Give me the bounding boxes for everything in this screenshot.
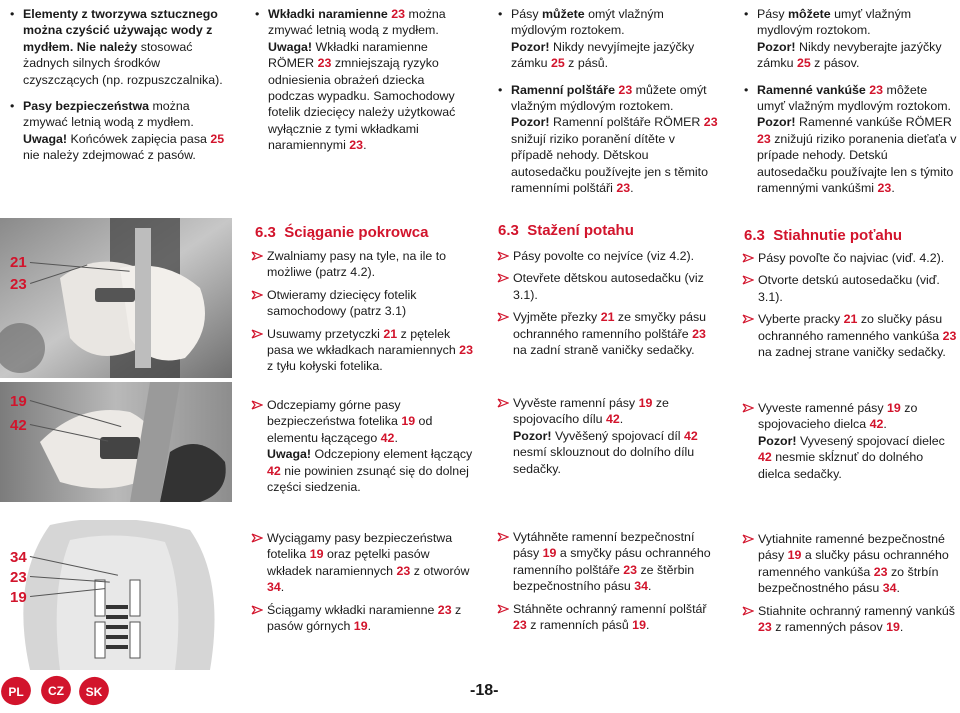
page-number: -18- (470, 682, 499, 699)
part-number-ref: 23 (317, 56, 332, 71)
step-arrow-icon (497, 398, 509, 408)
text-run: z pásov. (810, 56, 860, 71)
step-arrow-icon (742, 275, 754, 285)
text-run: nesmie skĺznuť do dolného dielca sedačky. (758, 450, 924, 481)
text-run: . (619, 412, 624, 427)
language-flags-image (0, 674, 120, 708)
flag-pl (0, 674, 35, 708)
instruction-step (497, 601, 722, 634)
text-run: z pętelek pasa we wkładkach naramiennych (267, 326, 460, 358)
part-number-ref: 19 (309, 547, 324, 562)
part-number-ref: 34 (882, 581, 897, 596)
instruction-step (742, 250, 958, 266)
emphasis-text: Ramenní polštáře (511, 82, 619, 97)
text-run: Pásy (757, 7, 788, 21)
cleaning-pl-col1 (10, 6, 230, 174)
instruction-step (742, 311, 958, 360)
text-run: znižujú riziko poranenia dieťaťa v prípade nehody. Detskú autosedačku používajte len s týmito ramennými vankúšmi (757, 131, 957, 196)
text-run: . (648, 579, 652, 594)
steps-pl-1-list (251, 248, 473, 375)
text-run: Stáhněte ochranný ramenní polštář (513, 601, 707, 616)
step-arrow-icon (497, 312, 509, 322)
text-run: Odczepiamy górne pasy bezpieczeństwa fotelika (267, 398, 402, 429)
text-run: Pásy (511, 7, 542, 21)
section-heading-pl (255, 224, 428, 241)
section-title-pl: Ściąganie pokrowca (284, 224, 429, 241)
step-arrow-icon (742, 606, 754, 616)
emphasis-text: môžete (788, 7, 831, 21)
emphasis-text: Wkładki naramienne (268, 7, 392, 21)
text-run: . (891, 181, 895, 196)
part-number-ref: 21 (843, 312, 858, 327)
step-arrow-icon (497, 251, 509, 261)
section-title-sk: Stiahnutie poťahu (773, 227, 903, 244)
photo-3-label-2: 23 (10, 569, 27, 586)
steps-cz-3 (497, 529, 722, 639)
text-run: na zadnej strane vaničky sedačky. (758, 345, 946, 360)
text-run: Usuwamy przetyczki (267, 326, 384, 341)
part-number-ref: 25 (796, 56, 811, 71)
part-number-ref: 21 (600, 310, 615, 325)
photo-unhook-belts-image (0, 382, 232, 502)
part-number-ref: 23 (618, 82, 633, 97)
bullet-item (255, 6, 470, 154)
step-arrow-icon (251, 290, 263, 300)
part-number-ref: 23 (877, 181, 892, 196)
text-run: umyť vlažným mydlovým roztokom. (757, 7, 912, 38)
part-number-ref: 19 (632, 618, 646, 633)
instruction-step (497, 270, 722, 303)
flag-sk-label: SK (85, 685, 103, 699)
cleaning-pl-list-2 (255, 6, 470, 154)
text-run: z ramenních pásů (526, 618, 633, 633)
bullet-item (744, 82, 958, 197)
text-run: Stiahnite ochranný ramenný vankúš (758, 603, 955, 618)
instruction-step (497, 248, 722, 264)
text-run: Ściągamy wkładki naramienne (267, 602, 438, 617)
part-number-ref: 23 (396, 563, 411, 578)
step-arrow-icon (251, 533, 263, 543)
text-run: . (899, 620, 904, 635)
step-arrow-icon (251, 400, 263, 410)
part-number-ref: 19 (542, 546, 557, 561)
part-number-ref: 34 (267, 580, 281, 595)
part-number-ref: 42 (267, 463, 281, 478)
text-run: Końcówek zapięcia pasa (67, 131, 211, 146)
photo-2-label-1: 19 (10, 393, 27, 410)
section-heading-sk (744, 227, 902, 244)
instruction-step (251, 248, 473, 281)
instruction-step (251, 397, 473, 495)
photo-2-label-2: 42 (10, 417, 27, 434)
part-number-ref: 21 (383, 326, 398, 341)
text-run: z tyłu kołyski fotelika. (267, 359, 383, 374)
text-run: môžete umyť vlažným mydlovým roztokom. (757, 82, 951, 114)
text-run: omýt vlažným mýdlovým roztokem. (511, 7, 664, 38)
part-number-ref: 23 (873, 564, 888, 579)
emphasis-text: Pozor! (757, 115, 796, 130)
step-arrow-icon (742, 403, 754, 413)
steps-cz-3-list (497, 529, 722, 633)
part-number-ref: 23 (513, 618, 527, 633)
part-number-ref: 42 (606, 412, 620, 427)
emphasis-text: Pozor! (511, 115, 550, 130)
part-number-ref: 23 (703, 115, 718, 130)
steps-sk-2 (742, 400, 958, 488)
part-number-ref: 23 (437, 602, 452, 617)
instruction-step (742, 400, 958, 482)
part-number-ref: 23 (391, 7, 406, 21)
steps-sk-1 (742, 250, 958, 366)
steps-sk-3-list (742, 531, 958, 635)
text-run: Vytáhněte ramenní bezpečnostní pásy (513, 530, 695, 561)
photo-1-label-2: 23 (10, 276, 27, 293)
cleaning-pl-list-1 (10, 6, 230, 164)
bullet-item (744, 6, 958, 72)
step-arrow-icon (742, 253, 754, 263)
flag-pl-label: PL (8, 685, 24, 699)
part-number-ref: 23 (616, 181, 631, 196)
steps-sk-1-list (742, 250, 958, 360)
text-run: . (630, 181, 634, 196)
section-title-cz: Stažení potahu (527, 222, 634, 239)
text-run: . (367, 619, 372, 634)
step-arrow-icon (251, 251, 263, 261)
part-number-ref: 23 (869, 82, 884, 97)
bullet-item (498, 6, 720, 72)
section-number-pl: 6.3 (255, 224, 276, 241)
text-run: z pasów górnych (267, 602, 462, 634)
steps-pl-3-list (251, 530, 473, 634)
part-number-ref: 23 (459, 343, 473, 358)
text-run: a smyčky pásu ochranného ramenního polštáře (513, 546, 711, 577)
text-run: . (394, 430, 398, 445)
instruction-step (742, 531, 958, 597)
part-number-ref: 19 (887, 401, 901, 415)
emphasis-text: Pozor! (757, 39, 796, 54)
text-run: Nikdy nevyberajte jazýčky zámku (757, 39, 942, 71)
part-number-ref: 19 (787, 548, 802, 563)
photo-remove-buckles (0, 218, 232, 378)
instruction-step (251, 326, 473, 375)
text-run: Otwieramy dziecięcy fotelik samochodowy (patrz 3.1) (267, 287, 417, 319)
cleaning-sk-list (744, 6, 958, 196)
text-run: Wyciągamy pasy bezpieczeństwa fotelika (267, 531, 453, 562)
part-number-ref: 42 (380, 430, 395, 445)
step-arrow-icon (497, 604, 509, 614)
part-number-ref: 23 (758, 620, 772, 635)
steps-cz-1 (497, 248, 722, 364)
flag-cz (37, 674, 75, 708)
text-run: . (280, 580, 285, 595)
text-run: zo spojovacieho dielca (758, 401, 918, 432)
text-run: Zwalniamy pasy na tyle, na ile to możliwe (patrz 4.2). (267, 249, 447, 280)
instruction-step (497, 395, 722, 477)
instruction-step (251, 530, 473, 596)
emphasis-text: Ramenné vankúše (757, 82, 870, 97)
text-run: nie powinien zsunąć się do dolnej części siedzenia. (267, 463, 469, 495)
text-run: Wkładki naramienne RÖMER (268, 39, 428, 71)
part-number-ref: 23 (349, 138, 364, 153)
text-run: na zadní straně vaničky sedačky. (513, 343, 695, 358)
steps-sk-2-list (742, 400, 958, 482)
part-number-ref: 23 (942, 328, 957, 343)
instruction-step (251, 602, 473, 635)
text-run: Odczepiony element łączący (311, 447, 473, 462)
bullet-item (10, 6, 230, 88)
language-flags (0, 674, 120, 713)
steps-pl-1 (251, 248, 473, 381)
section-number-sk: 6.3 (744, 227, 765, 244)
text-run: Pásy povolte co nejvíce (viz 4.2). (513, 249, 695, 263)
text-run: Vyjměte přezky (513, 310, 601, 325)
cleaning-pl-col2 (255, 6, 470, 164)
photo-3-label-1: 34 (10, 549, 27, 566)
part-number-ref: 34 (634, 579, 649, 594)
photo-3-label-3: 19 (10, 589, 27, 606)
instruction-step (742, 272, 958, 305)
part-number-ref: 19 (353, 619, 368, 634)
photo-remove-buckles-image (0, 218, 232, 378)
flag-cz-label: CZ (48, 684, 64, 698)
instruction-step (497, 309, 722, 358)
text-run: a slučky pásu ochranného ramenného vankúša (758, 548, 949, 579)
text-run: Vyvěste ramenní pásy (513, 396, 639, 410)
text-run: Vyveste ramenné pásy (758, 401, 888, 415)
text-run: z otworów (410, 563, 470, 578)
part-number-ref: 23 (692, 326, 706, 341)
part-number-ref: 19 (886, 620, 900, 635)
text-run: stosować żadnych silnych środków czyszczących (np. rozpuszczalnika). (23, 39, 223, 87)
emphasis-text: Elementy z tworzywa sztucznego można czyścić używając wody z mydłem. (23, 7, 218, 54)
emphasis-text: Nie należy (76, 39, 138, 54)
step-arrow-icon (497, 273, 509, 283)
text-run: można zmywać letnią wodą z mydłem. (268, 7, 446, 38)
text-run: . (883, 417, 887, 432)
text-run: Vyvěšený spojovací díl (551, 428, 685, 443)
text-run: . (363, 138, 367, 153)
text-run: z ramenných pásov (771, 620, 887, 635)
steps-cz-1-list (497, 248, 722, 358)
text-run: można zmywać letnią wodą z mydłem. (23, 99, 194, 130)
step-arrow-icon (251, 329, 263, 339)
text-run: . (645, 618, 650, 633)
instruction-step (251, 287, 473, 320)
cleaning-cz-col (498, 6, 720, 206)
emphasis-text: Uwaga! (23, 131, 68, 146)
text-run: ze smyčky pásu ochranného ramenního polštáře (513, 310, 707, 341)
instruction-step (742, 603, 958, 636)
text-run: nesmí sklouznout do dolního dílu sedačky. (513, 445, 695, 476)
flag-sk (75, 674, 113, 708)
bullet-item (10, 98, 230, 164)
section-heading-cz (498, 222, 634, 239)
part-number-ref: 42 (869, 417, 884, 432)
photo-unhook-belts (0, 382, 232, 502)
text-run: Ramenné vankúše RÖMER (795, 115, 952, 130)
text-run: Otevřete dětskou autosedačku (viz 3.1). (513, 271, 704, 302)
part-number-ref: 23 (623, 562, 637, 577)
text-run: zmniejszają ryzyko odniesienia obrażeń dziecka podczas wypadku. Samochodowy fotelik dziecięcy należy użytkować wyłącznie z tymi wkładkami naramiennymi (268, 56, 456, 153)
steps-cz-2-list (497, 395, 722, 477)
part-number-ref: 42 (758, 450, 772, 465)
text-run: Vyvesený spojovací dielec (796, 433, 945, 448)
steps-pl-2 (251, 397, 473, 501)
steps-sk-3 (742, 531, 958, 641)
emphasis-text: Uwaga! (268, 39, 313, 54)
text-run: Otvorte detskú autosedačku (viď. 3.1). (758, 273, 940, 304)
text-run: nie należy zdejmować z pasów. (23, 148, 196, 163)
text-run: Nikdy nevyjímejte jazýčky zámku (511, 39, 695, 71)
emphasis-text: Pozor! (758, 433, 797, 448)
step-arrow-icon (742, 314, 754, 324)
steps-pl-3 (251, 530, 473, 640)
section-number-cz: 6.3 (498, 222, 519, 239)
instruction-step (497, 529, 722, 595)
text-run: Pásy povoľte čo najviac (viď. 4.2). (758, 251, 945, 265)
photo-1-label-1: 21 (10, 254, 27, 271)
part-number-ref: 25 (210, 131, 225, 146)
text-run: z pásů. (564, 56, 609, 71)
bullet-item (498, 82, 720, 197)
text-run: můžete omýt vlažným mýdlovým roztokem. (511, 82, 707, 114)
part-number-ref: 19 (638, 396, 653, 410)
part-number-ref: 23 (757, 131, 771, 146)
text-run: zo štrbín bezpečnostného pásu (758, 564, 939, 596)
part-number-ref: 25 (550, 56, 565, 71)
text-run: oraz pętelki pasów wkładek naramiennych (267, 547, 430, 578)
text-run: zo slučky pásu ochranného ramenného vankúša (758, 312, 943, 343)
emphasis-text: Uwaga! (267, 447, 312, 462)
part-number-ref: 42 (684, 428, 698, 443)
text-run: Vytiahnite ramenné bezpečnostné pásy (758, 532, 945, 563)
steps-pl-2-list (251, 397, 473, 495)
cleaning-sk-col (744, 6, 958, 206)
text-run: od elementu łączącego (267, 414, 433, 445)
text-run: ze štěrbin bezpečnostního pásu (513, 562, 695, 594)
text-run: ze spojovacího dílu (513, 396, 669, 427)
part-number-ref: 19 (401, 414, 416, 429)
step-arrow-icon (742, 534, 754, 544)
step-arrow-icon (497, 532, 509, 542)
text-run: Ramenní polštáře RÖMER (549, 115, 704, 130)
steps-cz-2 (497, 395, 722, 483)
emphasis-text: Pasy bezpieczeństwa (23, 99, 150, 114)
emphasis-text: Pozor! (513, 428, 552, 443)
emphasis-text: Pozor! (511, 39, 550, 54)
emphasis-text: můžete (542, 7, 585, 21)
step-arrow-icon (251, 605, 263, 615)
text-run: snižují riziko poranění dítěte v případě nehody. Dětskou autosedačku používejte jen s těmito ramenními polštáři (511, 131, 708, 196)
text-run: . (896, 581, 900, 596)
text-run: Vyberte pracky (758, 312, 844, 327)
cleaning-cz-list (498, 6, 720, 196)
